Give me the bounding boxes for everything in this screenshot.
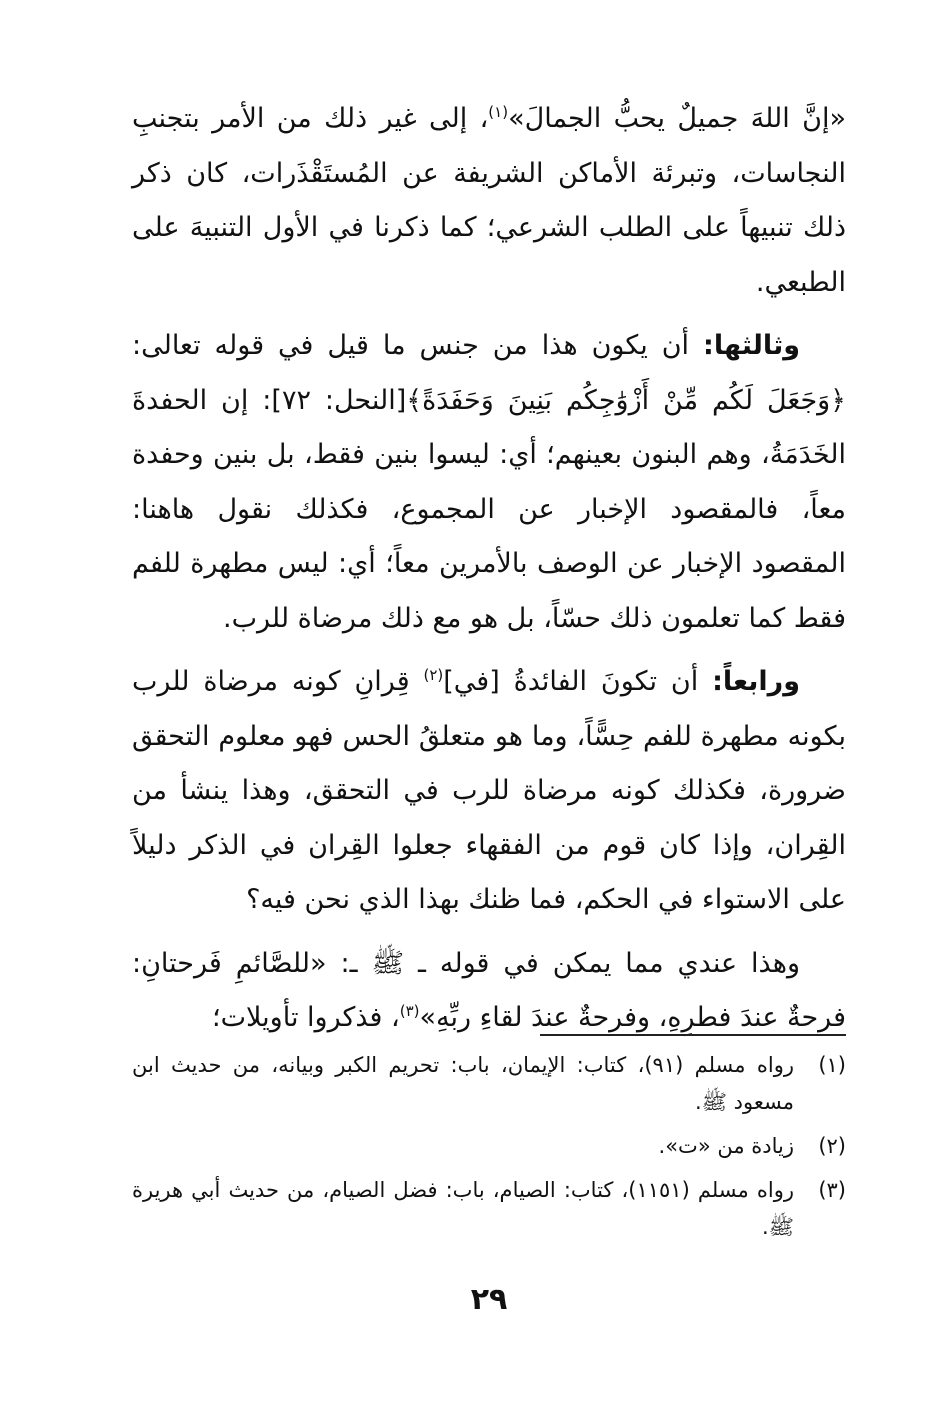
paragraph-4-text-a: وهذا عندي مما يمكن في قوله ـ ﷺ ـ: «للصَّائمِ فَرحتانِ: فرحةٌ عندَ فطرِهِ، وفرحةٌ عندَ لقاءِ ربِّهِ» bbox=[132, 947, 846, 1033]
paragraph-3-lead: ورابعاً: bbox=[712, 666, 801, 697]
paragraph-1-text: ، إلى غير ذلك من الأمر بتجنبِ النجاسات، وتبرئة الأماكن الشريفة عن المُستَقْذَرات، كان ذكر ذلك تنبيهاً على الطلب الشرعي؛ كما ذكرنا في الأول التنبيهَ على الطبعي. bbox=[132, 103, 846, 298]
footnote-3 bbox=[132, 1172, 846, 1246]
page-number: ٢٩ bbox=[470, 1282, 508, 1317]
book-page bbox=[132, 92, 846, 1382]
paragraph-4 bbox=[132, 937, 846, 1046]
paragraph-2-text: أن يكون هذا من جنس ما قيل في قوله تعالى: ﴿وَجَعَلَ لَكُم مِّنْ أَزْوَٰجِكُم بَنِينَ وَحَفَدَةً﴾[النحل: ٧٢]: إن الحفدةَ الخَدَمَةُ، وهم البنون بعينهم؛ أي: ليسوا بنين فقط، بل بنين وحفدة معاً، فالمقصود الإخبار عن المجموع، فكذلك نقول هاهنا: المقصود الإخبار عن الوصف بالأمرين معاً؛ أي: ليس مطهرة للفم فقط كما تعلمون ذلك حسّاً، بل هو مع ذلك مرضاة للرب. bbox=[132, 330, 847, 634]
footnote-text: رواه مسلم (٩١)، كتاب: الإيمان، باب: تحريم الكبر وبيانه، من حديث ابن مسعود ﷺ. bbox=[132, 1053, 794, 1114]
footnote-number: (٢) bbox=[818, 1134, 846, 1158]
footnote-ref-2: (٢) bbox=[423, 666, 444, 684]
paragraph-4-text-b: ، فذكروا تأويلات؛ bbox=[212, 1002, 400, 1033]
main-text bbox=[132, 92, 846, 1046]
footnote-1 bbox=[132, 1047, 846, 1121]
footnote-number: (٣) bbox=[818, 1178, 846, 1202]
footnote-text: زيادة من «ت». bbox=[658, 1134, 794, 1158]
footnote-2 bbox=[132, 1128, 846, 1165]
footnotes bbox=[132, 1047, 846, 1253]
paragraph-2-lead: وثالثها: bbox=[703, 330, 800, 361]
footnote-ref-1: (١) bbox=[488, 103, 509, 121]
footnote-ref-3: (٣) bbox=[399, 1002, 420, 1020]
footnote-text: رواه مسلم (١١٥١)، كتاب: الصيام، باب: فضل الصيام، من حديث أبي هريرة ﷺ. bbox=[132, 1178, 794, 1239]
paragraph-3-text-b: قِرانِ كونه مرضاة للرب بكونه مطهرة للفم حِسًّاً، وما هو متعلقُ الحس فهو معلوم التحقق ضرورة، فكذلك كونه مرضاة للرب في التحقق، وهذا ينشأ من القِران، وإذا كان قوم من الفقهاء جعلوا القِران في الذكر دليلاً على الاستواء في الحكم، فما ظنك بهذا الذي نحن فيه؟ bbox=[132, 666, 846, 915]
hadith-quote: «إنَّ اللهَ جميلٌ يحبُّ الجمالَ» bbox=[508, 103, 846, 134]
paragraph-3 bbox=[132, 655, 846, 928]
paragraph-1 bbox=[132, 92, 846, 310]
footnote-separator bbox=[540, 1034, 846, 1036]
paragraph-3-text-a: أن تكونَ الفائدةُ [في] bbox=[443, 666, 699, 697]
footnote-number: (١) bbox=[818, 1053, 846, 1077]
paragraph-2 bbox=[132, 319, 846, 646]
